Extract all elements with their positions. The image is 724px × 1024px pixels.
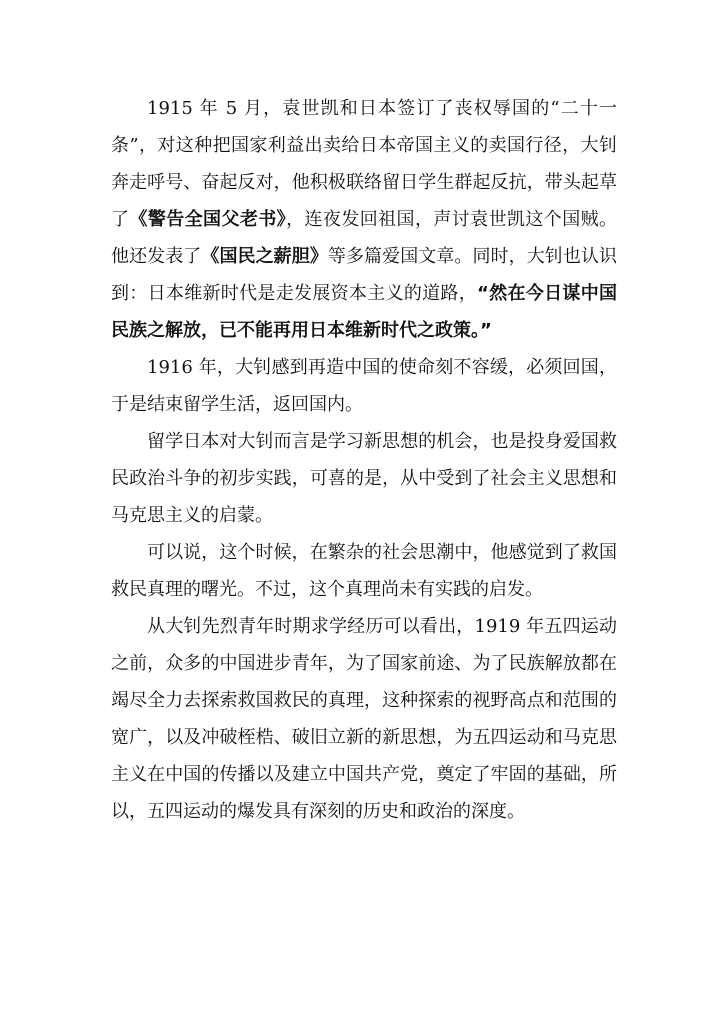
document-page (111, 90, 617, 830)
paragraph-3 (111, 423, 617, 534)
paragraph-1-text-1: 1915 年 5 月，袁世凯和日本签订了丧权辱国的“二十一条”，对这种把国家利益出卖给日本帝国主义的卖国行径，大钊奔走呼号、奋起反对，他积极联络留日学生群起反抗，带头起草了 (111, 98, 617, 230)
paragraph-4 (111, 534, 617, 608)
book-title-national-courage: 《国民之薪胆》 (201, 246, 328, 267)
paragraph-2-text: 1916 年，大钊感到再造中国的使命刻不容缓，必须回国，于是结束留学生活，返回国内。 (111, 357, 617, 415)
paragraph-1-text-3: 等多篇爱国文章。同时，大钊也认识到：日本维新时代是走发展资本主义的道路， (111, 246, 618, 304)
book-title-warning-letter: 《警告全国父老书》 (129, 209, 287, 230)
paragraph-3-text: 留学日本对大钊而言是学习新思想的机会，也是投身爱国救民政治斗争的初步实践，可喜的是，从中受到了社会主义思想和马克思主义的启蒙。 (111, 431, 617, 526)
paragraph-1 (111, 90, 617, 349)
bold-quotation: “然在今日谋中国民族之解放，已不能再用日本维新时代之政策。” (111, 283, 617, 341)
paragraph-5-text: 从大钊先烈青年时期求学经历可以看出，1919 年五四运动之前，众多的中国进步青年，为了国家前途、为了民族解放都在竭尽全力去探索救国救民的真理，这种探索的视野高点和范围的宽广，以及冲破桎梏、破旧立新的新思想，为五四运动和马克思主义在中国的传播以及建立中国共产党，奠定了牢固的基础，所以，五四运动的爆发具有深刻的历史和政治的深度。 (111, 616, 617, 822)
paragraph-1-text-2: ，连夜发回祖国，声讨袁世凯这个国贼。他还发表了 (111, 209, 618, 267)
paragraph-5 (111, 608, 617, 830)
paragraph-2 (111, 349, 617, 423)
paragraph-4-text: 可以说，这个时候，在繁杂的社会思潮中，他感觉到了救国救民真理的曙光。不过，这个真理尚未有实践的启发。 (111, 542, 617, 600)
